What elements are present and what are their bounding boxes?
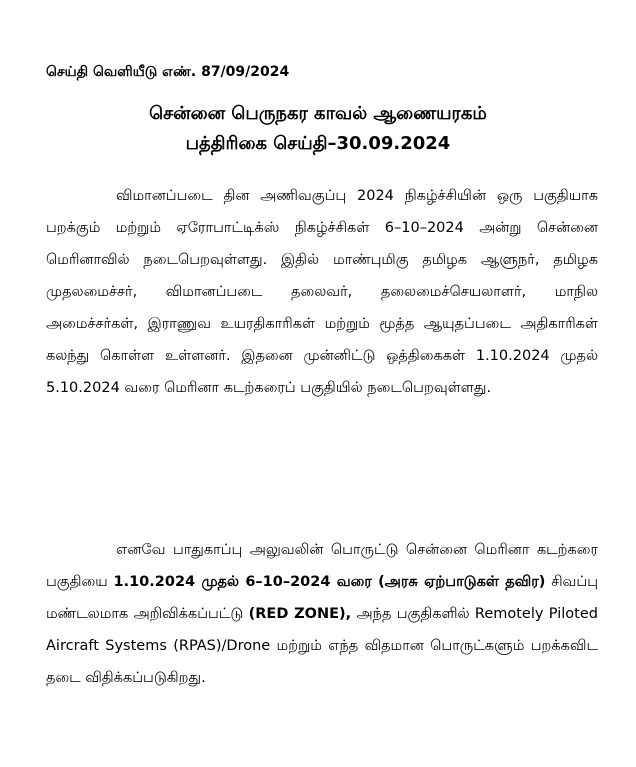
heading-press-release-date: பத்திரிகை செய்தி–30.09.2024	[185, 133, 451, 154]
paragraph-red-zone-notice	[46, 534, 598, 694]
release-number: செய்தி வெளியீடு எண். 87/09/2024	[46, 64, 290, 80]
red-zone-bold: (RED ZONE),	[248, 606, 352, 622]
notice-text-1: எனவே பாதுகாப்பு அலுவலின் பொருட்டு சென்னை மெரினா கடற்கரை பகுதியை	[46, 542, 598, 590]
notice-text-3: அந்த பகுதிகளில் Remotely Piloted Aircraft Systems (RPAS)/Drone மற்றும் எந்த விதமான பொருட்களும் பறக்கவிட தடை விதிக்கப்படுகிறது.	[46, 606, 598, 686]
notice-dates-bold: 1.10.2024 முதல் 6–10–2024 வரை (அரசு ஏற்பாடுகள் தவிர)	[113, 574, 546, 590]
notice-text-2: சிவப்பு மண்டலமாக அறிவிக்கப்பட்டு	[46, 574, 599, 622]
paragraph-airshow-announcement: விமானப்படை தின அணிவகுப்பு 2024 நிகழ்ச்சியின் ஒரு பகுதியாக பறக்கும் மற்றும் ஏரோபாட்டிக்ஸ் நிகழ்ச்சிகள் 6–10–2024 அன்று சென்னை மெரினாவில் நடைபெறவுள்ளது. இதில் மாண்புமிகு தமிழக ஆளுநர், தமிழக முதலமைச்சர், விமானப்படை தலைவர், தலைமைச்செயலாளர், மாநில அமைச்சர்கள், இராணுவ உயரதிகாரிகள் மற்றும் மூத்த ஆயுதப்படை அதிகாரிகள் கலந்து கொள்ள உள்ளனர். இதனை முன்னிட்டு ஒத்திகைகள் 1.10.2024 முதல் 5.10.2024 வரை மெரினா கடற்கரைப் பகுதியில் நடைபெறவுள்ளது.	[46, 188, 598, 396]
heading-office: சென்னை பெருநகர காவல் ஆணையரகம்	[149, 103, 487, 124]
